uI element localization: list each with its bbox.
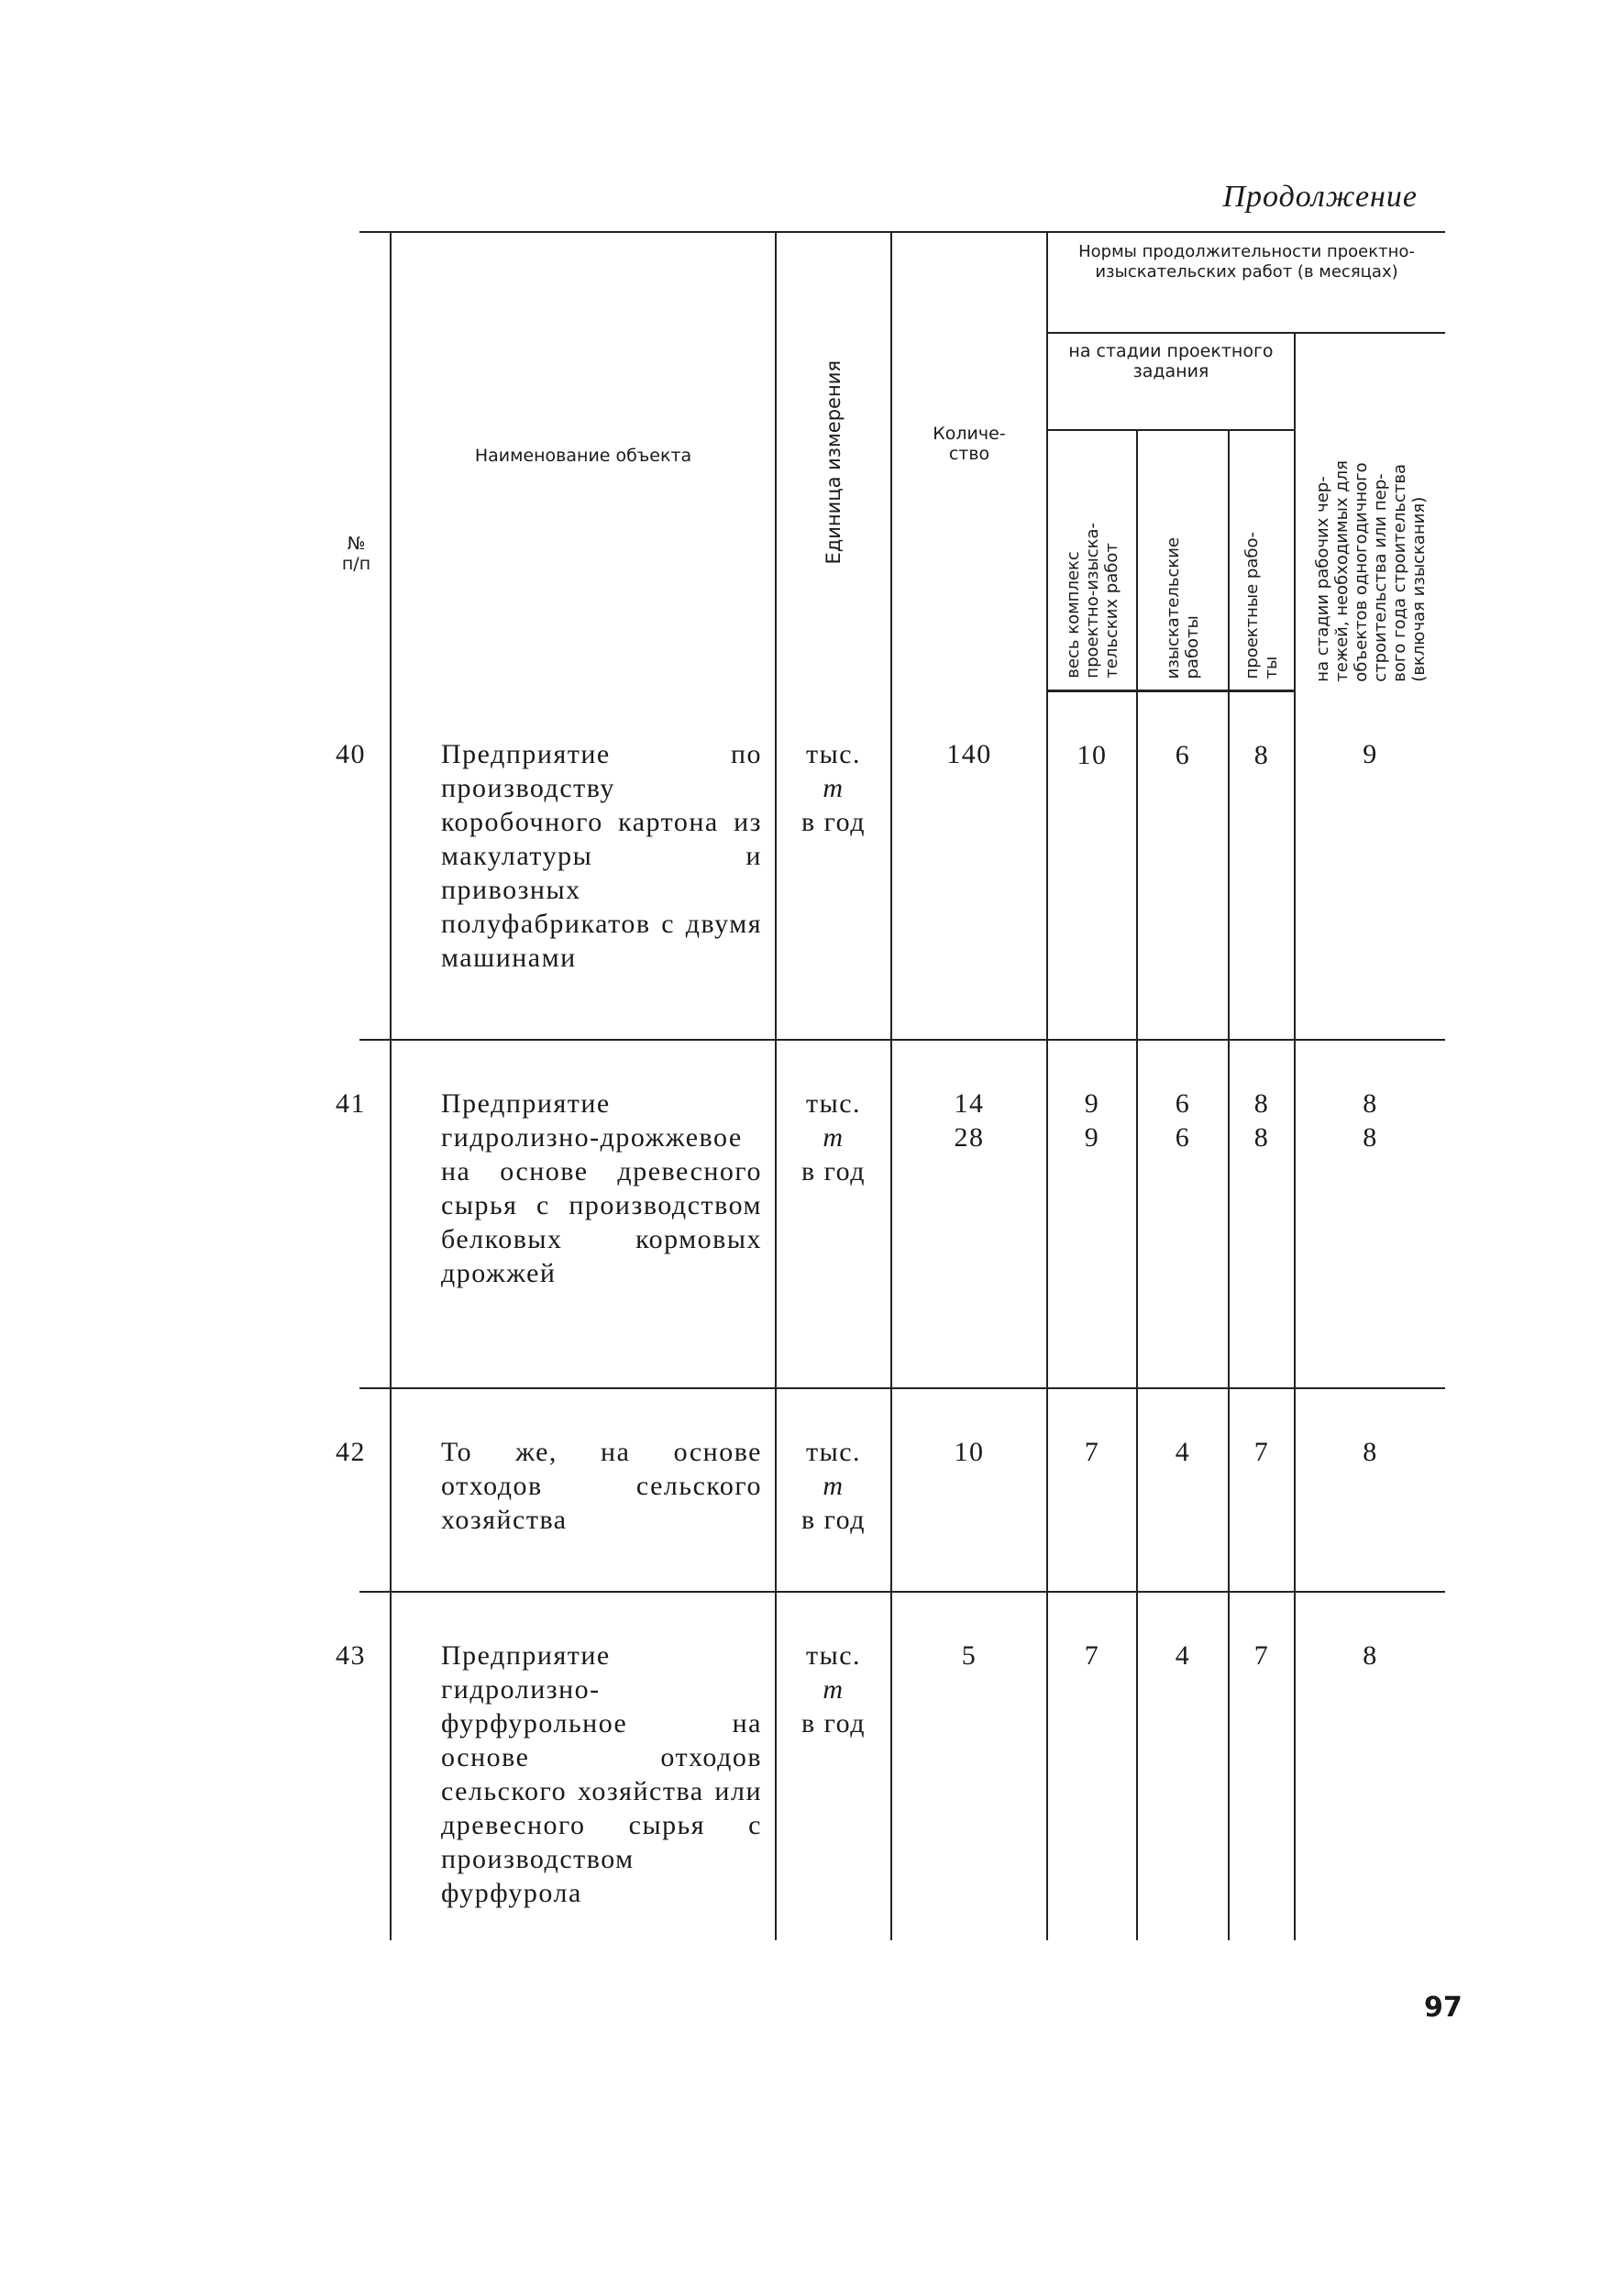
table-row (359, 1040, 1445, 1388)
design-months-cell: 8 8 (1229, 1040, 1295, 1388)
survey-months-cell: 4 (1137, 1592, 1229, 1940)
unit-cell (776, 1388, 891, 1592)
row-number: 43 (336, 1592, 367, 1940)
unit-line-3: в год (800, 1707, 867, 1739)
table-row (359, 1388, 1445, 1592)
header-name: Наименование объекта (391, 232, 776, 691)
unit-line-1: тыс. (805, 1639, 862, 1671)
norms-table (336, 231, 1445, 1940)
object-name: Предприятие гидролизно-дрожжевое на основе древесного сырья с производством белковых кормовых дрожжей (391, 1040, 776, 1388)
table-row (359, 691, 1445, 1040)
unit-line-3: в год (800, 1504, 867, 1535)
unit-line-1: тыс. (805, 738, 862, 769)
header-stage-project: на стадии проектного задания (1047, 333, 1295, 430)
quantity-cell: 5 (891, 1592, 1047, 1940)
unit-cell (776, 1592, 891, 1940)
header-num: № п/п (359, 232, 391, 691)
complex-months-cell: 10 (1047, 691, 1137, 1040)
survey-months-cell: 4 (1137, 1388, 1229, 1592)
table-row (359, 1592, 1445, 1940)
design-months-cell: 7 (1229, 1388, 1295, 1592)
quantity-cell: 14 28 (891, 1040, 1047, 1388)
page-number: 97 (1424, 1992, 1463, 2024)
survey-months-cell: 6 6 (1137, 1040, 1229, 1388)
unit-line-3: в год (800, 806, 867, 837)
header-norms-group: Нормы продолжительности проектно-изыскательских работ (в месяцах) (1047, 232, 1445, 333)
design-months-cell: 7 (1229, 1592, 1295, 1940)
header-unit: Единица измерения (776, 232, 891, 691)
unit-line-2: т (823, 772, 845, 803)
unit-cell (776, 691, 891, 1040)
complex-months-cell: 9 9 (1047, 1040, 1137, 1388)
complex-months-cell: 7 (1047, 1388, 1137, 1592)
unit-line-2: т (823, 1470, 845, 1501)
design-months-cell: 8 (1229, 691, 1295, 1040)
unit-cell (776, 1040, 891, 1388)
object-name: То же, на основе отходов сельского хозяйства (391, 1388, 776, 1592)
working-months-cell: 9 (1295, 691, 1445, 1040)
unit-line-2: т (823, 1673, 845, 1705)
survey-months-cell: 6 (1137, 691, 1229, 1040)
header-complex: весь комплекс проектно-изыска- тельских работ (1047, 430, 1137, 691)
complex-months-cell: 7 (1047, 1592, 1137, 1940)
row-number: 42 (336, 1388, 367, 1592)
row-number: 40 (336, 691, 367, 1040)
object-name: Предприятие по производству коробочного картона из макулатуры и привозных полуфабрикатов с двумя машинами (391, 691, 776, 1040)
working-months-cell: 8 (1295, 1592, 1445, 1940)
header-survey: изыскательские работы (1137, 430, 1229, 691)
quantity-cell: 140 (891, 691, 1047, 1040)
continuation-label: Продолжение (1222, 180, 1418, 214)
unit-line-3: в год (800, 1155, 867, 1187)
unit-line-2: т (823, 1121, 845, 1153)
object-name: Предприятие гидролизно-фурфурольное на основе отходов сельского хозяйства или древесного сырья с производством фурфурола (391, 1592, 776, 1940)
header-working: на стадии рабочих чер- тежей, необходимых для объектов одногодичного строительства или пер- вого года строительства (включая изыскания) (1295, 333, 1445, 691)
working-months-cell: 8 (1295, 1388, 1445, 1592)
row-number: 41 (336, 1040, 367, 1388)
working-months-cell: 8 8 (1295, 1040, 1445, 1388)
unit-line-1: тыс. (805, 1436, 862, 1467)
header-design: проектные рабо- ты (1229, 430, 1295, 691)
unit-line-1: тыс. (805, 1087, 862, 1119)
quantity-cell: 10 (891, 1388, 1047, 1592)
header-qty: Количе- ство (891, 232, 1047, 691)
